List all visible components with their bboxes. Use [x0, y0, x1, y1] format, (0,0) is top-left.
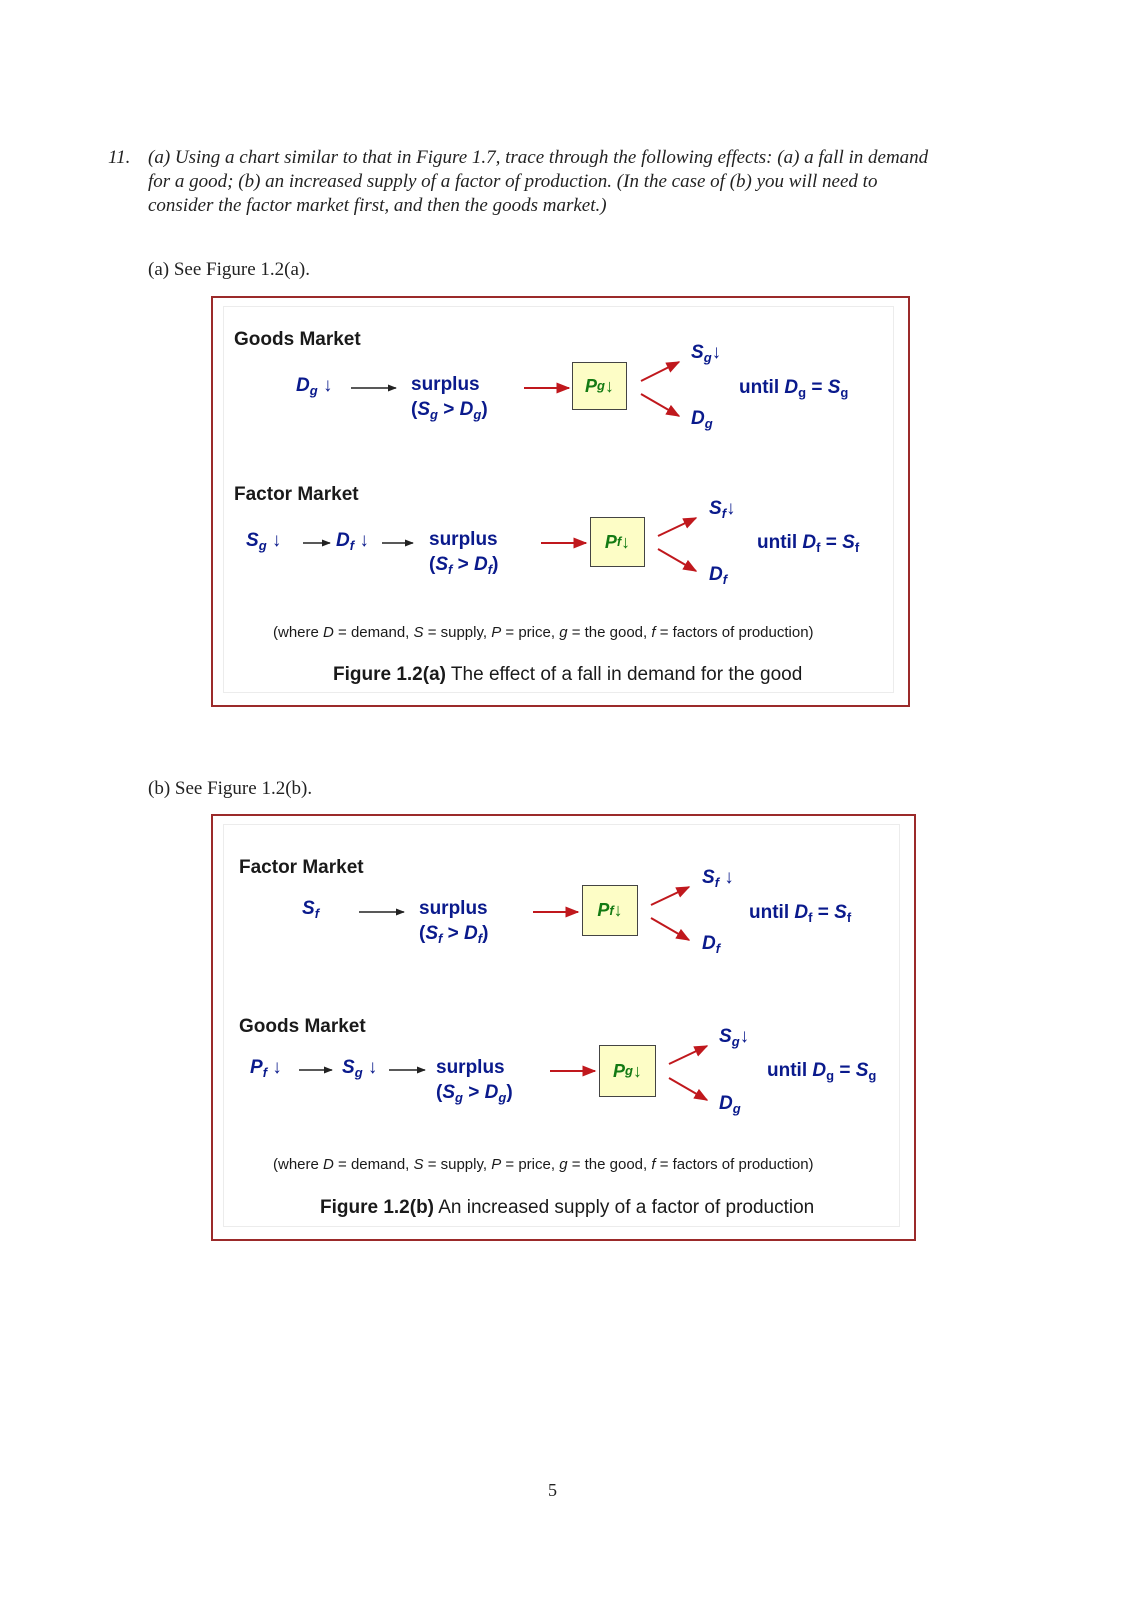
- figure-caption: Figure 1.2(b) An increased supply of a factor of production: [320, 1197, 815, 1218]
- figure-1-2a: [211, 296, 910, 707]
- down-arrow-icon: ↓: [711, 342, 722, 363]
- figure-note: (where D = demand, S = supply, P = price, g = the good, f = factors of production): [273, 1156, 814, 1173]
- question-number: 11.: [108, 147, 131, 168]
- surplus-label: surplus: [419, 898, 488, 919]
- goods-market-heading: Goods Market: [239, 1016, 366, 1037]
- up-branch-sf: $S_f↓$: [709, 498, 736, 521]
- down-branch-arrow: [641, 394, 679, 416]
- part-b-label: (b) See Figure 1.2(b).: [148, 778, 313, 799]
- chain-item-sg: $S_g$ ↓: [342, 1057, 378, 1080]
- price-box-pf: P f ↓: [582, 885, 638, 936]
- down-branch-arrow: [669, 1078, 707, 1100]
- up-branch-arrow: [641, 362, 679, 381]
- chain-item-df: $D_f$ ↓: [336, 530, 369, 553]
- down-arrow-icon: ↓: [362, 1057, 378, 1078]
- surplus-condition: $(S_g > D_g)$: [411, 399, 488, 422]
- surplus-condition: $(S_g > D_g)$: [436, 1082, 513, 1105]
- down-branch-dg: $D_g$: [719, 1093, 741, 1116]
- up-branch-arrow: [651, 887, 689, 905]
- surplus-label: surplus: [436, 1057, 505, 1078]
- goods-market-heading: Goods Market: [234, 329, 361, 350]
- down-arrow-icon: ↓: [621, 531, 631, 552]
- down-branch-arrow: [658, 549, 696, 571]
- down-arrow-icon: ↓: [739, 1026, 750, 1047]
- until-condition: until $D_g = S_g$: [767, 1060, 877, 1083]
- up-branch-sg: $S_g↓$: [691, 342, 722, 365]
- down-arrow-icon: ↓: [354, 530, 369, 551]
- until-condition: until $D_g = S_g$: [739, 377, 849, 400]
- down-branch-df: $D_f$: [709, 564, 728, 587]
- down-branch-df: $D_f$: [702, 933, 721, 956]
- chain-item-sg: $S_g$ ↓: [246, 530, 282, 553]
- figure-caption: Figure 1.2(a) The effect of a fall in demand for the good: [333, 664, 803, 685]
- down-arrow-icon: ↓: [726, 498, 736, 519]
- surplus-label: surplus: [411, 374, 480, 395]
- down-arrow-icon: ↓: [604, 375, 614, 396]
- price-box-pf: P f ↓: [590, 517, 645, 567]
- chain-item-dg: $D_g$ ↓: [296, 375, 333, 398]
- figure-note: (where D = demand, S = supply, P = price, g = the good, f = factors of production): [273, 624, 814, 641]
- factor-market-heading: Factor Market: [239, 857, 364, 878]
- surplus-condition: $(S_f > D_f)$: [429, 554, 499, 577]
- surplus-label: surplus: [429, 529, 498, 550]
- down-branch-dg: $D_g$: [691, 408, 713, 431]
- question-line-1: 11. (a) Using a chart similar to that in Figure 1.7, trace through the following effects: (a) a fall in demand: [108, 147, 929, 168]
- figure-1-2b: [211, 814, 916, 1241]
- up-branch-arrow: [658, 518, 696, 536]
- down-arrow-icon: ↓: [267, 1057, 282, 1078]
- question-line-2: for a good; (b) an increased supply of a factor of production. (In the case of (b) you will need to: [148, 171, 878, 192]
- price-box-pg: P g ↓: [599, 1045, 656, 1097]
- part-a-label: (a) See Figure 1.2(a).: [148, 259, 310, 280]
- up-branch-sg: $S_g↓$: [719, 1026, 750, 1049]
- chain-item-sf: $S_f$: [302, 898, 320, 921]
- down-arrow-icon: ↓: [632, 1060, 642, 1081]
- down-arrow-icon: ↓: [613, 900, 623, 920]
- question-line-3: consider the factor market first, and then the goods market.): [148, 195, 607, 216]
- question-text: [108, 146, 928, 218]
- surplus-condition: $(S_f > D_f)$: [419, 923, 489, 946]
- down-arrow-icon: ↓: [266, 530, 282, 551]
- until-condition: until $D_f = S_f$: [749, 902, 852, 925]
- down-arrow-icon: ↓: [719, 867, 734, 888]
- page-number: 5: [548, 1480, 557, 1500]
- price-box-pg: P g ↓: [572, 362, 627, 410]
- up-branch-sf: $S_f$ ↓: [702, 867, 734, 890]
- until-condition: until $D_f = S_f$: [757, 532, 860, 555]
- down-branch-arrow: [651, 918, 689, 940]
- factor-market-heading: Factor Market: [234, 484, 359, 505]
- chain-item-pf: $P_f$ ↓: [250, 1057, 282, 1080]
- up-branch-arrow: [669, 1046, 707, 1064]
- down-arrow-icon: ↓: [317, 375, 333, 396]
